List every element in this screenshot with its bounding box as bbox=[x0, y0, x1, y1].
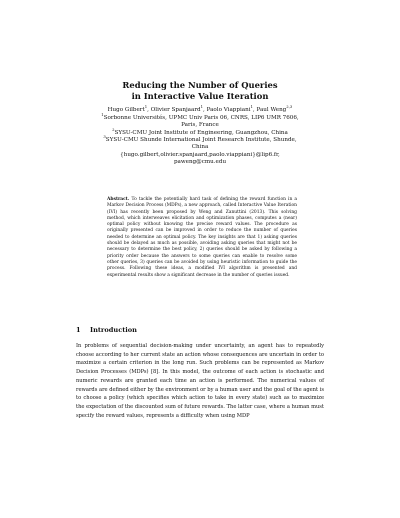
author-4: , Paul Weng bbox=[252, 107, 287, 113]
abstract-text: To tackle the potentially hard task of defining the reward function in a Markov Decision Process (MDPs), a new approach, called Interactive Value Iteration (IVI) has recently been proposed by Weng and Zanuttini (2013). This solving method, which interweaves elicitation and optimization phases, computes a (near) optimal policy without knowing the precise reward values. The procedure as originally presented can be improved in order to reduce the number of queries needed to determine an optimal policy. The key insights are that 1) asking queries should be delayed as much as possible, avoiding asking queries that might not be necessary to determine the best policy, 2) queries should be asked by following a priority order because the answers to some queries can enable to resolve some other queries, 3) queries can be avoided by using heuristic information to guide the process. Following these ideas, a modified IVI algorithm is presented and experimental results show a significant decrease in the number of queries issued. bbox=[107, 197, 298, 278]
section-title: Introduction bbox=[90, 326, 137, 334]
title-line-2: in Interactive Value Iteration bbox=[131, 91, 269, 101]
email-line-2: paweng@cmu.edu bbox=[173, 159, 227, 166]
abstract bbox=[107, 197, 297, 279]
author-1: Hugo Gilbert bbox=[107, 107, 145, 113]
affiliation-3-line-1: SYSU-CMU Shunde International Joint Research Institute, Shunde, bbox=[105, 137, 297, 143]
affiliation-3-line-2: China bbox=[191, 144, 209, 151]
section-number: 1 bbox=[76, 326, 81, 334]
author-3: , Paolo Viappiani bbox=[203, 107, 251, 113]
contact-emails bbox=[60, 152, 340, 167]
author-3-affiliation-mark: 1 bbox=[250, 104, 253, 110]
title-line-1: Reducing the Number of Queries bbox=[122, 80, 278, 90]
email-line-1: {hugo.gilbert,olivier.spanjaard,paolo.viappiani}@lip6.fr, bbox=[120, 152, 280, 158]
affiliation-1-line-1: Sorbonne Universités, UPMC Univ Paris 06, CNRS, LIP6 UMR 7606, bbox=[103, 114, 299, 121]
affiliation-1-mark: 1 bbox=[101, 111, 104, 117]
author-1-affiliation-mark: 1 bbox=[144, 104, 148, 110]
affiliation-1 bbox=[60, 111, 340, 130]
affiliation-1-line-2: Paris, France bbox=[181, 121, 219, 128]
section-heading-introduction bbox=[76, 326, 137, 335]
affiliation-3-mark: 3 bbox=[103, 134, 106, 140]
paper-title bbox=[60, 80, 340, 102]
author-2-affiliation-mark: 1 bbox=[200, 104, 204, 110]
introduction-paragraph: In problems of sequential decision-making under uncertainty, an agent has to repeatedly choose according to her current state an action whose consequences are uncertain in order to maximize a certain criterion in the long run. Such problems can be represented as Markov Decision Processes (MDPs) [8]. In this model, the outcome of each action is stochastic and numeric rewards are granted each time an action is performed. The numerical values of rewards are defined either by the environment or by a human user and the goal of the agent is to choose a policy (which specifies which action to take in every state) such as to maximize the expectation of the discounted sum of future rewards. The latter case, where a human must specify the reward values, represents a difficulty when using MDP bbox=[76, 343, 324, 419]
affiliation-3 bbox=[60, 134, 340, 152]
affiliation-2-line-1: SYSU-CMU Joint Institute of Engineering, Guangzhou, China bbox=[114, 129, 288, 136]
affiliation-2-mark: 2 bbox=[112, 126, 115, 132]
author-4-affiliation-mark: 2,3 bbox=[286, 104, 293, 110]
author-2: , Olivier Spanjaard bbox=[147, 107, 201, 113]
abstract-label: Abstract. bbox=[107, 197, 130, 202]
